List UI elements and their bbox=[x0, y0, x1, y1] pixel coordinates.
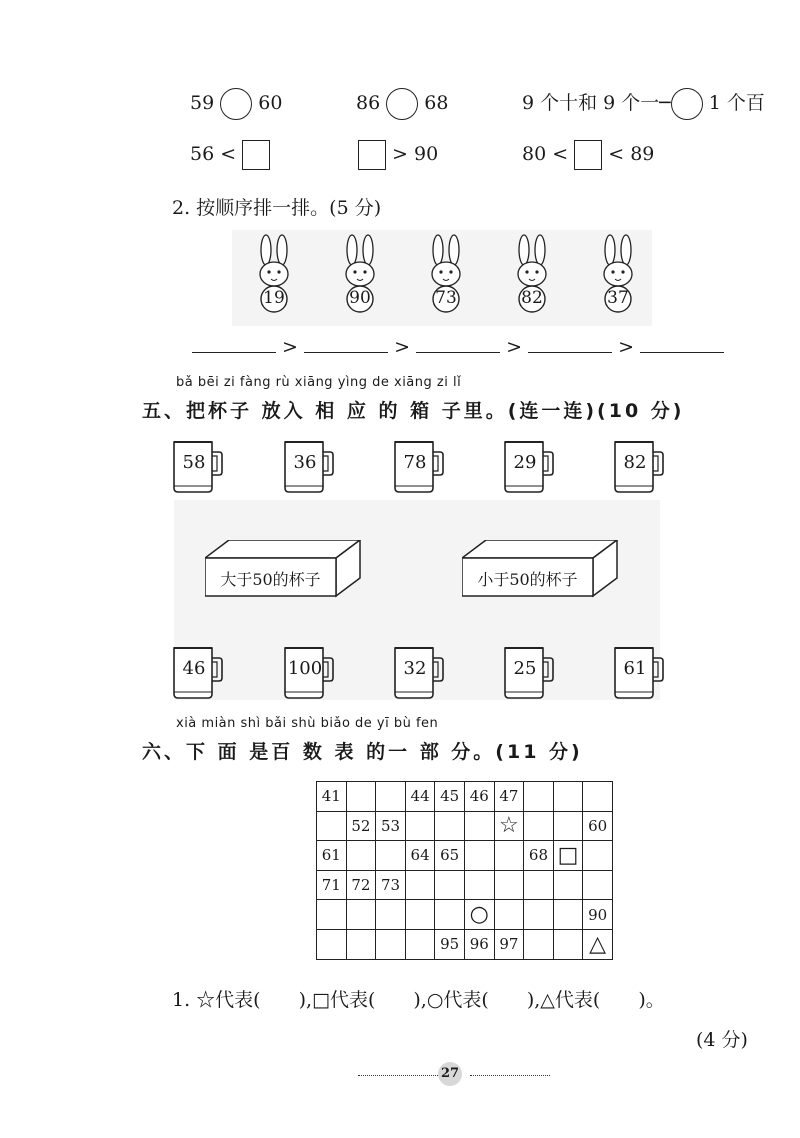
chart-cell[interactable] bbox=[553, 929, 583, 959]
compare-a-right: 60 bbox=[258, 92, 283, 114]
compare-b bbox=[356, 88, 448, 120]
cup-number: 36 bbox=[293, 452, 317, 473]
chart-cell[interactable] bbox=[405, 870, 435, 900]
box-less-label: 小于50的杯子 bbox=[477, 570, 578, 589]
cup-number: 25 bbox=[513, 658, 537, 679]
chart-cell[interactable] bbox=[583, 782, 613, 812]
chart-cell[interactable] bbox=[435, 900, 465, 930]
rabbit-icon bbox=[510, 234, 554, 322]
chart-row bbox=[317, 841, 613, 871]
order-blanks bbox=[192, 334, 724, 358]
compare-b-circle[interactable] bbox=[386, 88, 418, 120]
rabbit-1 bbox=[252, 234, 296, 326]
chart-cell[interactable] bbox=[376, 929, 406, 959]
compare-a-left: 59 bbox=[190, 92, 215, 114]
cup-number: 58 bbox=[182, 452, 206, 473]
chart-cell[interactable] bbox=[553, 811, 583, 841]
compare-c-circle[interactable] bbox=[671, 88, 703, 120]
top-cup-4[interactable] bbox=[502, 438, 556, 498]
chart-cell[interactable] bbox=[524, 929, 554, 959]
chart-cell[interactable] bbox=[376, 841, 406, 871]
chart-cell[interactable] bbox=[553, 782, 583, 812]
chart-cell[interactable] bbox=[317, 929, 347, 959]
cup-number: 82 bbox=[623, 452, 647, 473]
order-blank-3[interactable] bbox=[416, 334, 500, 353]
rabbit-number: 37 bbox=[607, 288, 629, 308]
chart-cell[interactable] bbox=[464, 811, 494, 841]
rabbit-number: 19 bbox=[263, 288, 285, 308]
cup-number: 61 bbox=[623, 658, 647, 679]
compare-b-left: 86 bbox=[356, 92, 381, 114]
question-1: 1. ☆代表( ),□代表( ),○代表( ),△代表( )。 bbox=[172, 989, 665, 1011]
chart-row bbox=[317, 782, 613, 812]
chart-cell: 72 bbox=[346, 870, 376, 900]
chart-cell: 46 bbox=[464, 782, 494, 812]
chart-cell: 60 bbox=[583, 811, 613, 841]
chart-cell[interactable] bbox=[346, 841, 376, 871]
top-cup-1[interactable] bbox=[171, 438, 225, 498]
fill-c-left: 80 < bbox=[522, 143, 569, 165]
top-cup-3[interactable] bbox=[392, 438, 446, 498]
bottom-cup-2[interactable] bbox=[282, 644, 336, 704]
footer-dots-right bbox=[470, 1075, 550, 1076]
rabbit-number: 82 bbox=[521, 288, 543, 308]
compare-c: 9 个十和 9 个一─ 1 个百 bbox=[522, 88, 765, 120]
bottom-cup-3[interactable] bbox=[392, 644, 446, 704]
section5-pinyin: bǎ bēi zi fàng rù xiāng yìng de xiāng zi lǐ bbox=[176, 375, 462, 390]
rabbit-3 bbox=[424, 234, 468, 326]
chart-cell: 68 bbox=[524, 841, 554, 871]
chart-row bbox=[317, 811, 613, 841]
chart-cell: 64 bbox=[405, 841, 435, 871]
section6-title: 六、下 面 是百 数 表 的一 部 分。(11 分) bbox=[142, 741, 583, 763]
chart-cell[interactable] bbox=[405, 929, 435, 959]
chart-cell[interactable] bbox=[376, 900, 406, 930]
compare-c-left: 9 个十和 9 个一 bbox=[522, 92, 660, 114]
chart-cell[interactable] bbox=[435, 870, 465, 900]
chart-cell[interactable] bbox=[524, 811, 554, 841]
rabbit-4 bbox=[510, 234, 554, 326]
bottom-cup-4[interactable] bbox=[502, 644, 556, 704]
chart-cell[interactable] bbox=[553, 870, 583, 900]
chart-cell: 65 bbox=[435, 841, 465, 871]
fill-b-text: > 90 bbox=[392, 143, 439, 165]
fill-b-square[interactable] bbox=[358, 140, 386, 170]
chart-cell[interactable] bbox=[405, 811, 435, 841]
chart-cell: 73 bbox=[376, 870, 406, 900]
rabbit-icon bbox=[252, 234, 296, 322]
cup-number: 100 bbox=[287, 658, 323, 679]
order-blank-1[interactable] bbox=[192, 334, 276, 353]
order-sign-3: > bbox=[506, 336, 522, 358]
chart-symbol-cell: △ bbox=[583, 929, 613, 959]
chart-cell[interactable] bbox=[494, 900, 524, 930]
order-sign-1: > bbox=[282, 336, 298, 358]
box-greater-label: 大于50的杯子 bbox=[220, 570, 321, 589]
chart-cell[interactable] bbox=[494, 841, 524, 871]
top-cup-5[interactable] bbox=[612, 438, 666, 498]
chart-row bbox=[317, 900, 613, 930]
rabbit-icon bbox=[338, 234, 382, 322]
chart-cell: 44 bbox=[405, 782, 435, 812]
cup-number: 78 bbox=[403, 452, 427, 473]
fill-a-text: 56 < bbox=[190, 143, 237, 165]
chart-cell[interactable] bbox=[553, 900, 583, 930]
chart-cell[interactable] bbox=[494, 870, 524, 900]
order-blank-4[interactable] bbox=[528, 334, 612, 353]
hundred-chart bbox=[316, 781, 613, 960]
section5-title: 五、把杯子 放入 相 应 的 箱 子里。(连一连)(10 分) bbox=[142, 400, 685, 422]
chart-cell[interactable] bbox=[317, 811, 347, 841]
chart-cell: 41 bbox=[317, 782, 347, 812]
chart-cell: 95 bbox=[435, 929, 465, 959]
top-cup-2[interactable] bbox=[282, 438, 336, 498]
chart-cell: 53 bbox=[376, 811, 406, 841]
order-task-title: 2. 按顺序排一排。(5 分) bbox=[172, 197, 382, 219]
chart-cell: 97 bbox=[494, 929, 524, 959]
chart-cell[interactable] bbox=[346, 782, 376, 812]
chart-cell: 90 bbox=[583, 900, 613, 930]
page-number: 27 bbox=[438, 1062, 462, 1086]
fill-c bbox=[522, 140, 654, 170]
chart-cell[interactable] bbox=[405, 900, 435, 930]
chart-cell: 45 bbox=[435, 782, 465, 812]
compare-b-right: 68 bbox=[424, 92, 449, 114]
chart-symbol-cell: □ bbox=[553, 841, 583, 871]
rabbit-number: 73 bbox=[435, 288, 457, 308]
order-blank-2[interactable] bbox=[304, 334, 388, 353]
cup-number: 46 bbox=[182, 658, 206, 679]
chart-symbol-cell: ○ bbox=[464, 900, 494, 930]
rabbit-icon bbox=[596, 234, 640, 322]
rabbit-icon bbox=[424, 234, 468, 322]
order-blank-5[interactable] bbox=[640, 334, 724, 353]
rabbit-2 bbox=[338, 234, 382, 326]
chart-cell[interactable] bbox=[376, 782, 406, 812]
chart-cell[interactable] bbox=[317, 900, 347, 930]
chart-symbol-cell: ☆ bbox=[494, 811, 524, 841]
chart-row bbox=[317, 870, 613, 900]
fill-a bbox=[190, 140, 270, 170]
chart-cell[interactable] bbox=[346, 900, 376, 930]
order-sign-2: > bbox=[394, 336, 410, 358]
compare-a bbox=[190, 88, 282, 120]
chart-cell[interactable] bbox=[583, 870, 613, 900]
footer-dots-left bbox=[358, 1075, 438, 1076]
chart-cell[interactable] bbox=[524, 900, 554, 930]
fill-c-square[interactable] bbox=[574, 140, 602, 170]
section6-pinyin: xià miàn shì bǎi shù biǎo de yī bù fen bbox=[176, 716, 439, 731]
fill-c-right: < 89 bbox=[608, 143, 655, 165]
bottom-cup-1[interactable] bbox=[171, 644, 225, 704]
fill-a-square[interactable] bbox=[242, 140, 270, 170]
chart-cell[interactable] bbox=[524, 870, 554, 900]
compare-a-circle[interactable] bbox=[220, 88, 252, 120]
chart-cell[interactable] bbox=[524, 782, 554, 812]
rabbit-number: 90 bbox=[349, 288, 371, 308]
chart-cell[interactable] bbox=[346, 929, 376, 959]
fill-b bbox=[358, 140, 438, 170]
chart-row bbox=[317, 929, 613, 959]
question-1-score: (4 分) bbox=[696, 1029, 748, 1051]
chart-cell: 52 bbox=[346, 811, 376, 841]
chart-cell: 96 bbox=[464, 929, 494, 959]
compare-c-right: 1 个百 bbox=[708, 92, 765, 114]
chart-cell[interactable] bbox=[435, 811, 465, 841]
chart-cell[interactable] bbox=[583, 841, 613, 871]
chart-cell: 47 bbox=[494, 782, 524, 812]
chart-cell[interactable] bbox=[464, 841, 494, 871]
rabbit-5 bbox=[596, 234, 640, 326]
cup-number: 29 bbox=[513, 452, 537, 473]
cup-number: 32 bbox=[403, 658, 427, 679]
chart-cell[interactable] bbox=[464, 870, 494, 900]
order-sign-4: > bbox=[618, 336, 635, 358]
bottom-cup-5[interactable] bbox=[612, 644, 666, 704]
chart-cell: 61 bbox=[317, 841, 347, 871]
chart-cell: 71 bbox=[317, 870, 347, 900]
